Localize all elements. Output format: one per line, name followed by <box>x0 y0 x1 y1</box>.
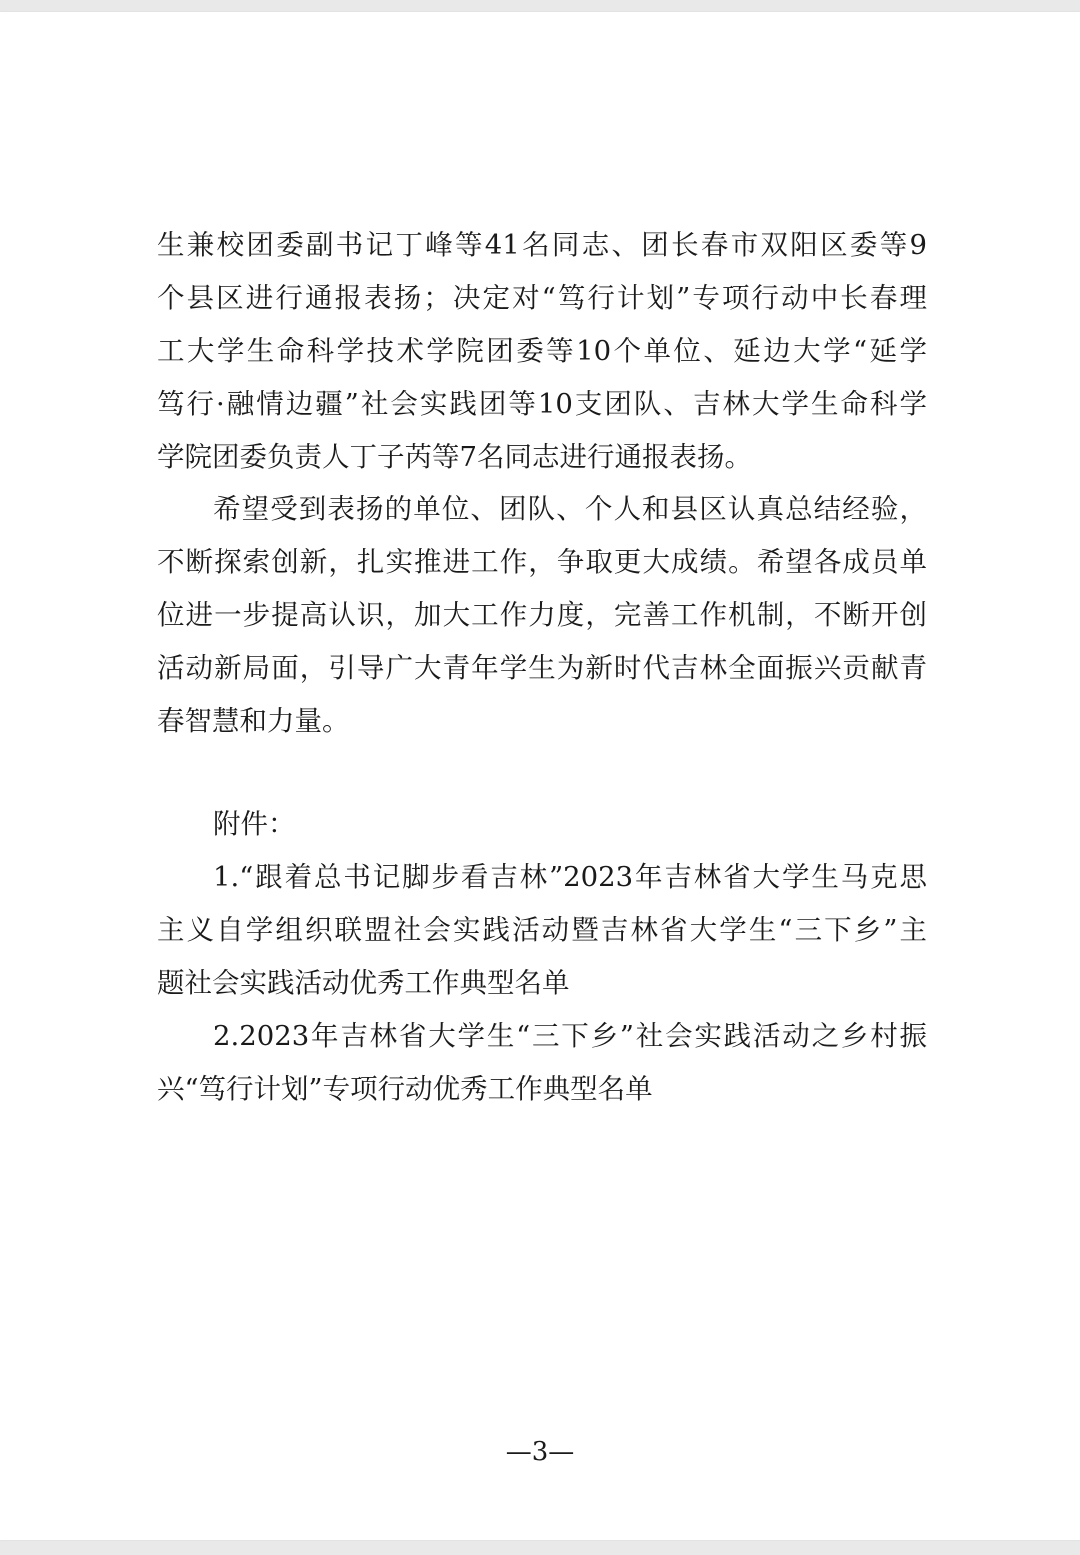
attachment-item-1: 主义自学组织联盟社会实践活动暨吉林省大学生“三下乡”主 <box>157 914 927 946</box>
document-page <box>0 12 1080 1540</box>
text-line: 位进一步提高认识，加大工作力度，完善工作机制，不断开创 <box>157 599 927 631</box>
text-line: 学院团委负责人丁子芮等7名同志进行通报表扬。 <box>157 441 752 473</box>
text-line: 生兼校团委副书记丁峰等41名同志、团长春市双阳区委等9 <box>157 229 927 261</box>
page-number: —3— <box>505 1437 575 1467</box>
text-line: 希望受到表扬的单位、团队、个人和县区认真总结经验， <box>213 493 927 525</box>
text-line: 笃行·融情边疆”社会实践团等10支团队、吉林大学生命科学 <box>157 388 927 420</box>
attachment-item-1: 1.“跟着总书记脚步看吉林”2023年吉林省大学生马克思 <box>213 861 927 893</box>
text-line: 个县区进行通报表扬；决定对“笃行计划”专项行动中长春理 <box>157 282 927 314</box>
text-line: 不断探索创新，扎实推进工作，争取更大成绩。希望各成员单 <box>157 546 927 578</box>
attachment-item-2: 兴“笃行计划”专项行动优秀工作典型名单 <box>157 1073 653 1105</box>
attachments-heading: 附件： <box>213 808 296 840</box>
text-line: 春智慧和力量。 <box>157 705 350 737</box>
text-line: 工大学生命科学技术学院团委等10个单位、延边大学“延学 <box>157 335 927 367</box>
attachment-item-2: 2.2023年吉林省大学生“三下乡”社会实践活动之乡村振 <box>213 1020 927 1052</box>
attachment-item-1: 题社会实践活动优秀工作典型名单 <box>157 967 570 999</box>
text-line: 活动新局面，引导广大青年学生为新时代吉林全面振兴贡献青 <box>157 652 927 684</box>
